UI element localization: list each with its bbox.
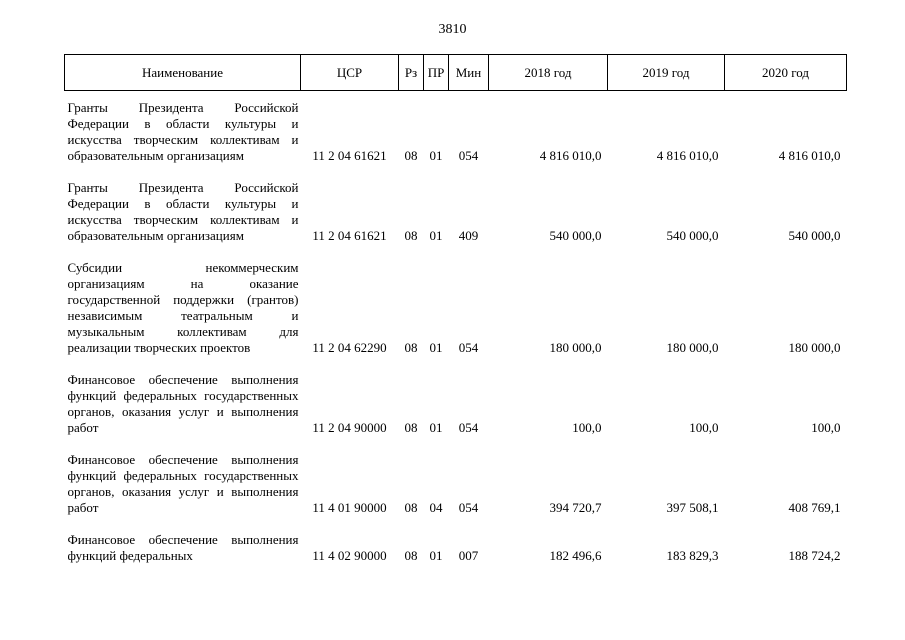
header-rz: Рз xyxy=(399,55,424,91)
row-rz: 08 xyxy=(404,500,418,515)
row-rz: 08 xyxy=(404,548,418,563)
header-2019: 2019 год xyxy=(608,55,725,91)
table-row xyxy=(65,179,847,244)
row-rz: 08 xyxy=(404,228,418,243)
row-2019: 540 000,0 xyxy=(666,228,719,243)
row-rz: 08 xyxy=(404,340,418,355)
header-min: Мин xyxy=(449,55,489,91)
row-2019: 397 508,1 xyxy=(666,500,719,515)
table-row xyxy=(65,451,847,516)
row-csr: 11 2 04 62290 xyxy=(312,340,387,355)
row-min: 054 xyxy=(458,148,479,163)
header-2020: 2020 год xyxy=(725,55,847,91)
row-name: Субсидии некоммерческим организациям на оказание государственной поддержки (грантов) независимым театральным и музыкальным коллективам для реализации творческих проектов xyxy=(67,260,299,355)
row-name: Финансовое обеспечение выполнения функций федеральных государственных органов, оказания услуг и выполнения работ xyxy=(67,372,299,435)
row-min: 054 xyxy=(458,420,479,435)
row-2020: 100,0 xyxy=(811,420,841,435)
table-row xyxy=(65,259,847,356)
page-number: 3810 xyxy=(438,22,467,37)
row-2018: 394 720,7 xyxy=(549,500,602,515)
row-2019: 180 000,0 xyxy=(666,340,719,355)
row-min: 007 xyxy=(458,548,479,563)
row-2018: 4 816 010,0 xyxy=(539,148,602,163)
row-pr: 01 xyxy=(429,420,443,435)
row-csr: 11 4 02 90000 xyxy=(312,548,387,563)
row-pr: 01 xyxy=(429,148,443,163)
row-min: 054 xyxy=(458,500,479,515)
row-pr: 01 xyxy=(429,228,443,243)
row-min: 054 xyxy=(458,340,479,355)
row-min: 409 xyxy=(458,228,479,243)
row-pr: 01 xyxy=(429,548,443,563)
row-name: Гранты Президента Российской Федерации в области культуры и искусства творческим коллективам и образовательным организациям xyxy=(67,100,299,163)
table-row xyxy=(65,371,847,436)
row-pr: 01 xyxy=(429,340,443,355)
row-name: Гранты Президента Российской Федерации в области культуры и искусства творческим коллективам и образовательным организациям xyxy=(67,180,299,243)
row-rz: 08 xyxy=(404,148,418,163)
row-2020: 188 724,2 xyxy=(788,548,841,563)
header-pr: ПР xyxy=(424,55,449,91)
row-rz: 08 xyxy=(404,420,418,435)
row-name: Финансовое обеспечение выполнения функций федеральных xyxy=(67,532,299,563)
row-2019: 100,0 xyxy=(689,420,719,435)
row-2018: 540 000,0 xyxy=(549,228,602,243)
row-2018: 180 000,0 xyxy=(549,340,602,355)
row-2020: 4 816 010,0 xyxy=(778,148,841,163)
table-header-row xyxy=(65,55,847,91)
row-2020: 180 000,0 xyxy=(788,340,841,355)
row-csr: 11 2 04 61621 xyxy=(312,148,387,163)
table-row xyxy=(65,99,847,164)
row-2019: 183 829,3 xyxy=(666,548,719,563)
header-2018: 2018 год xyxy=(489,55,608,91)
row-pr: 04 xyxy=(429,500,443,515)
row-2020: 408 769,1 xyxy=(788,500,841,515)
header-csr: ЦСР xyxy=(301,55,399,91)
row-csr: 11 2 04 61621 xyxy=(312,228,387,243)
budget-table xyxy=(64,54,847,564)
row-2018: 100,0 xyxy=(572,420,602,435)
row-csr: 11 4 01 90000 xyxy=(312,500,387,515)
table-row xyxy=(65,531,847,564)
row-2020: 540 000,0 xyxy=(788,228,841,243)
row-2019: 4 816 010,0 xyxy=(656,148,719,163)
row-name: Финансовое обеспечение выполнения функций федеральных государственных органов, оказания услуг и выполнения работ xyxy=(67,452,299,515)
header-name: Наименование xyxy=(65,55,301,91)
row-csr: 11 2 04 90000 xyxy=(312,420,387,435)
row-2018: 182 496,6 xyxy=(549,548,602,563)
